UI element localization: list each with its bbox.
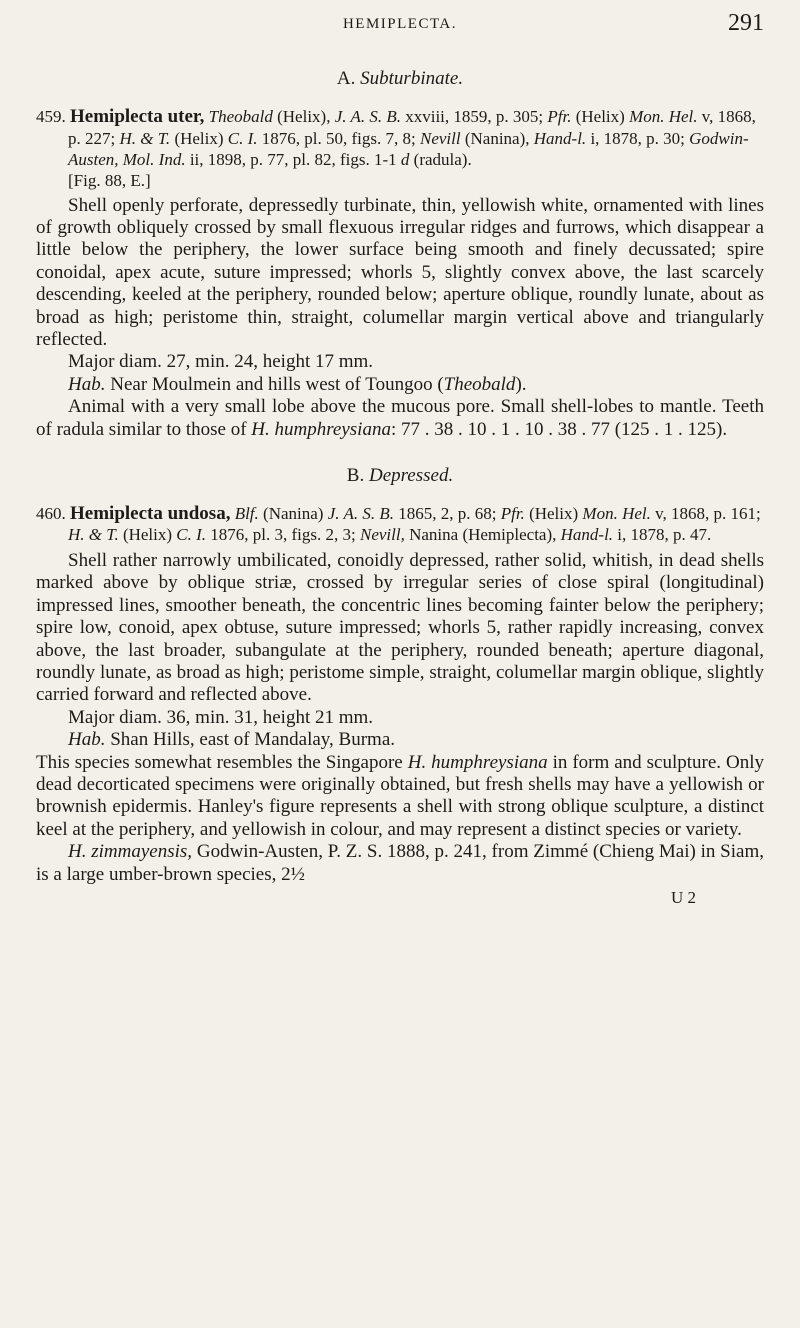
citation-text: (Nanina) [263, 503, 324, 523]
page [36, 10, 764, 908]
citation-text: d [400, 150, 410, 169]
entry-459-animal [36, 396, 764, 441]
section-b-name: Depressed. [368, 464, 454, 486]
running-title: HEMIPLECTA. [342, 16, 458, 32]
citation-text: (Helix) [529, 503, 579, 523]
species-ref: H. humphreysiana [251, 418, 391, 440]
signature-mark: U 2 [670, 888, 696, 908]
journal-abbr: H. & T. [119, 128, 171, 148]
section-b-letter: B. [346, 464, 365, 486]
entry-459-habitat [68, 374, 764, 396]
entry-459-figure-ref: [Fig. 88, E.] [68, 170, 151, 190]
journal-abbr: Mon. Hel. [629, 107, 698, 126]
entry-460-remarks [36, 752, 764, 842]
journal-abbr: Pfr. [547, 107, 572, 126]
journal-abbr: Godwin-Austen, Mol. Ind. [68, 128, 749, 169]
hab-text: Near Moulmein and hills west of Toungoo ( [110, 373, 444, 395]
citation-text: 1876, pl. 50, figs. 7, 8; [261, 128, 416, 148]
journal-abbr: Nevill [419, 128, 461, 148]
entry-459-dimensions: Major diam. 27, min. 24, height 17 mm. [68, 351, 374, 373]
hab-label: Hab. [68, 373, 106, 395]
entry-459-number: 459. [36, 107, 66, 126]
citation-text: (Helix) [575, 107, 625, 126]
journal-abbr: C. I. [227, 128, 258, 148]
entry-460-zimme-note [36, 841, 764, 886]
page-number: 291 [728, 10, 764, 36]
section-b-heading [36, 465, 764, 487]
citation-text: (Helix) [174, 128, 224, 148]
section-a-letter: A. [336, 68, 356, 89]
citation-text: v, 1868, p. 227; [68, 107, 756, 148]
citation-text: 1865, 2, p. 68; [398, 503, 497, 523]
hab-author: Theobald [443, 373, 516, 395]
entry-460-author: Blf. [234, 503, 259, 523]
entry-460-habitat [68, 729, 764, 751]
citation-text: Nanina (Hemiplecta), [409, 525, 557, 545]
entry-460-species-name: Hemiplecta undosa, [70, 502, 231, 524]
entry-459-author: Theobald [208, 107, 273, 126]
entry-460-number: 460. [36, 503, 66, 523]
animal-text: Animal with a very small lobe above the mucous pore. Small shell-lobes to mantle. Teeth of radula similar to those of [36, 396, 764, 440]
journal-abbr: Hand-l. [560, 525, 614, 545]
journal-abbr: C. I. [176, 525, 207, 545]
citation-text: 1876, pl. 3, figs. 2, 3; [210, 525, 356, 545]
species-ref: H. zimmayensis, [68, 841, 193, 863]
hab-text: Shan Hills, east of Mandalay, Burma. [110, 729, 396, 751]
hab-label: Hab. [68, 729, 106, 751]
remark-text: This species somewhat resembles the Singapore [36, 751, 403, 773]
citation-text: ii, 1898, p. 77, pl. 82, figs. 1-1 [189, 150, 397, 169]
citation-text: (Helix), [277, 107, 331, 126]
citation-text: v, 1868, p. 161; [655, 503, 761, 523]
entry-460-dimensions: Major diam. 36, min. 31, height 21 mm. [68, 706, 374, 728]
remark-text: in form and sculpture. Only dead decorticated specimens were originally obtained, but fresh shells may have a yellowish or brownish epidermis. Hanley's figure represents a shell with strong oblique sculpture, a distinct keel at the periphery, and yellowish in colour, and may represent a distinct species or variety. [36, 751, 764, 840]
section-a-name: Subturbinate. [360, 68, 464, 89]
citation-text: (Helix) [122, 525, 173, 545]
hab-text: ). [515, 373, 527, 395]
zimme-text: Godwin-Austen, P. Z. S. 1888, p. 241, from Zimmé (Chieng Mai) in Siam, is a large umber-brown species, 2½ [36, 841, 764, 885]
journal-abbr: H. & T. [68, 525, 119, 545]
citation-text: i, 1878, p. 30; [590, 128, 685, 148]
citation-text: (radula). [413, 150, 472, 169]
journal-abbr: Hand-l. [533, 128, 587, 148]
entry-460-citation [36, 503, 764, 546]
citation-text: i, 1878, p. 47. [617, 525, 712, 545]
running-head [36, 10, 764, 44]
journal-abbr: Nevill, [360, 525, 405, 545]
species-ref: H. humphreysiana [407, 751, 548, 773]
entry-459-species-name: Hemiplecta uter, [70, 106, 205, 127]
citation-text: xxviii, 1859, p. 305; [405, 107, 544, 126]
radula-formula: : 77 . 38 . 10 . 1 . 10 . 38 . 77 (125 . 1 . 125). [390, 418, 728, 440]
citation-text: (Nanina), [464, 128, 530, 148]
journal-abbr: J. A. S. B. [334, 107, 401, 126]
entry-459-citation [36, 106, 764, 171]
journal-abbr: Pfr. [500, 503, 525, 523]
entry-459-description: Shell openly perforate, depressedly turbinate, thin, yellowish white, ornamented with lines of growth obliquely crossed by small flexuous irregular ridges and furrows, which disappear a little below the periphery, the lower surface being smooth and finely decussated; spire conoidal, apex acute, suture impressed; whorls 5, slightly convex above, the last scarcely descending, keeled at the periphery, rounded below; aperture oblique, roundly lunate, about as broad as high; peristome thin, straight, columellar margin vertical above and triangularly reflected. [36, 194, 764, 350]
section-a-heading [36, 68, 764, 90]
journal-abbr: Mon. Hel. [582, 503, 651, 523]
journal-abbr: J. A. S. B. [327, 503, 394, 523]
entry-460-description: Shell rather narrowly umbilicated, conoidly depressed, rather solid, whitish, in dead shells marked above by oblique striæ, crossed by irregular series of close spiral (longitudinal) impressed lines, smoother beneath, the concentric lines becoming fainter below the periphery; spire low, conoid, apex obtuse, suture impressed; whorls 5, rather rapidly increasing, convex above, the last broader, subangulate at the periphery, rounded beneath; aperture diagonal, roundly lunate, as broad as high; peristome simple, straight, columellar margin oblique, slightly carried forward and reflected above. [36, 549, 764, 706]
